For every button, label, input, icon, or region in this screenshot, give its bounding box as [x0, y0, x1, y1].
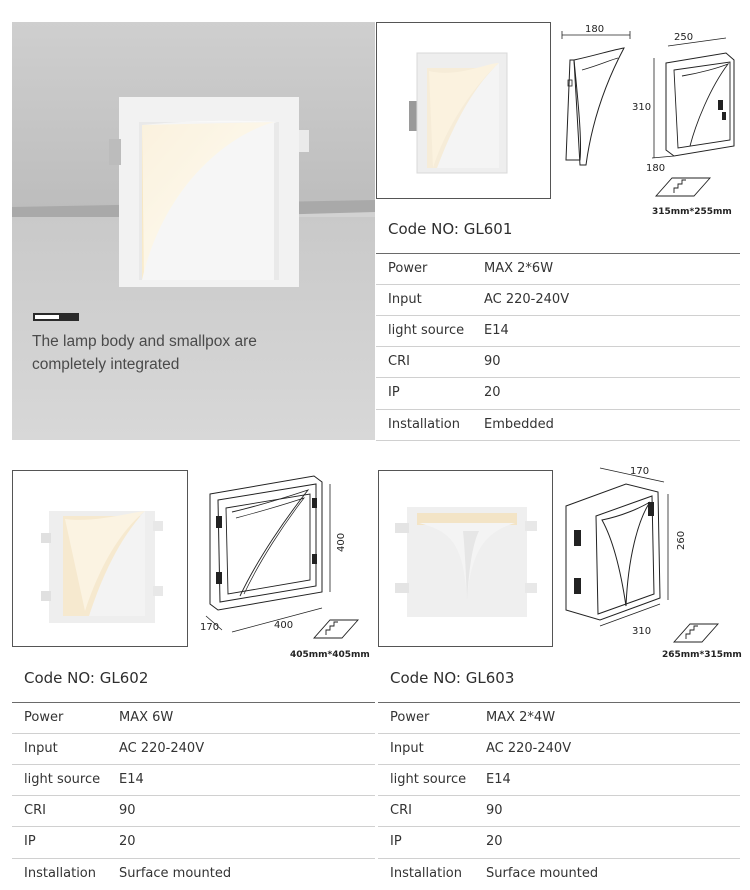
- spec-value: E14: [119, 772, 144, 787]
- spec-value: Surface mounted: [486, 866, 599, 881]
- gl603-code: Code NO: GL603: [390, 669, 515, 687]
- spec-value: 20: [486, 834, 503, 849]
- spec-label: light source: [388, 323, 465, 338]
- spec-label: CRI: [24, 803, 46, 818]
- gl603-dim-width: 310: [632, 626, 652, 637]
- gl601-dim-width: 250: [674, 32, 694, 43]
- spec-row-input: [376, 284, 740, 316]
- gl603-lamp-image: [379, 471, 552, 646]
- spec-row-power: [378, 702, 740, 734]
- hero-caption-line1: The lamp body and smallpox are: [32, 333, 257, 350]
- spec-label: Input: [24, 741, 58, 756]
- indicator-bar: [33, 306, 79, 314]
- spec-row-light-source: [376, 315, 740, 347]
- spec-row-light-source: [378, 764, 740, 796]
- spec-label: Installation: [388, 417, 461, 432]
- spec-value: 20: [119, 834, 136, 849]
- spec-row-cri: [12, 795, 375, 827]
- gl602-3d-drawing: [196, 468, 372, 663]
- spec-row-installation: [376, 409, 740, 441]
- gl602-lamp-image: [13, 471, 187, 646]
- gl603-dim-height: 260: [676, 530, 687, 550]
- spec-row-cri: [376, 346, 740, 378]
- spec-value: MAX 2*4W: [486, 710, 556, 725]
- spec-label: Power: [390, 710, 430, 725]
- hero-caption: [32, 330, 352, 376]
- spec-value: 20: [484, 385, 501, 400]
- gl601-spec-table: [376, 253, 740, 441]
- spec-value: MAX 2*6W: [484, 261, 554, 276]
- gl602-dim-depth: 170: [200, 622, 220, 633]
- spec-row-input: [12, 733, 375, 765]
- gl601-package-size: 315mm*255mm: [652, 207, 732, 217]
- spec-label: IP: [388, 385, 400, 400]
- gl601-3d-drawing: [630, 28, 750, 223]
- gl601-dim-depth: 180: [585, 24, 605, 35]
- gl602-code: Code NO: GL602: [24, 669, 149, 687]
- spec-label: Power: [388, 261, 428, 276]
- spec-label: light source: [24, 772, 101, 787]
- hero-caption-line2: completely integrated: [32, 356, 180, 373]
- gl602-package-size: 405mm*405mm: [290, 650, 370, 660]
- spec-value: AC 220-240V: [119, 741, 205, 756]
- spec-value: AC 220-240V: [484, 292, 570, 307]
- spec-label: IP: [390, 834, 402, 849]
- gl601-lamp-image: [377, 23, 550, 198]
- spec-value: MAX 6W: [119, 710, 174, 725]
- gl603-spec-table: [378, 702, 740, 890]
- spec-label: Installation: [24, 866, 97, 881]
- gl601-dim-height: 310: [632, 102, 652, 113]
- spec-row-installation: [12, 858, 375, 890]
- hero-photo: [12, 22, 375, 440]
- gl602-photo: [12, 470, 188, 647]
- spec-label: CRI: [390, 803, 412, 818]
- gl603-dim-top: 170: [630, 466, 650, 477]
- spec-row-ip: [12, 826, 375, 858]
- gl602-spec-table: [12, 702, 375, 890]
- spec-value: Surface mounted: [119, 866, 232, 881]
- spec-row-installation: [378, 858, 740, 890]
- spec-label: light source: [390, 772, 467, 787]
- spec-label: Input: [390, 741, 424, 756]
- spec-value: E14: [486, 772, 511, 787]
- spec-row-ip: [378, 826, 740, 858]
- spec-label: Installation: [390, 866, 463, 881]
- spec-row-input: [378, 733, 740, 765]
- spec-value: E14: [484, 323, 509, 338]
- spec-label: CRI: [388, 354, 410, 369]
- gl601-side-drawing: [552, 20, 642, 180]
- gl603-photo: [378, 470, 553, 647]
- gl602-dim-width: 400: [274, 620, 294, 631]
- spec-row-cri: [378, 795, 740, 827]
- gl601-photo: [376, 22, 551, 199]
- spec-value: 90: [486, 803, 503, 818]
- spec-value: Embedded: [484, 417, 554, 432]
- gl603-package-size: 265mm*315mm: [662, 650, 742, 660]
- spec-value: 90: [484, 354, 501, 369]
- gl601-dim-side: 180: [646, 163, 666, 174]
- gl601-code: Code NO: GL601: [388, 220, 513, 238]
- spec-row-ip: [376, 377, 740, 409]
- spec-label: Input: [388, 292, 422, 307]
- spec-row-power: [12, 702, 375, 734]
- spec-value: AC 220-240V: [486, 741, 572, 756]
- spec-label: IP: [24, 834, 36, 849]
- gl602-dim-height: 400: [336, 532, 347, 552]
- spec-row-light-source: [12, 764, 375, 796]
- gl603-3d-drawing: [556, 458, 750, 662]
- spec-label: Power: [24, 710, 64, 725]
- spec-row-power: [376, 253, 740, 285]
- spec-table-bottom: [376, 440, 740, 441]
- spec-value: 90: [119, 803, 136, 818]
- wall-lamp-photo: [12, 22, 375, 440]
